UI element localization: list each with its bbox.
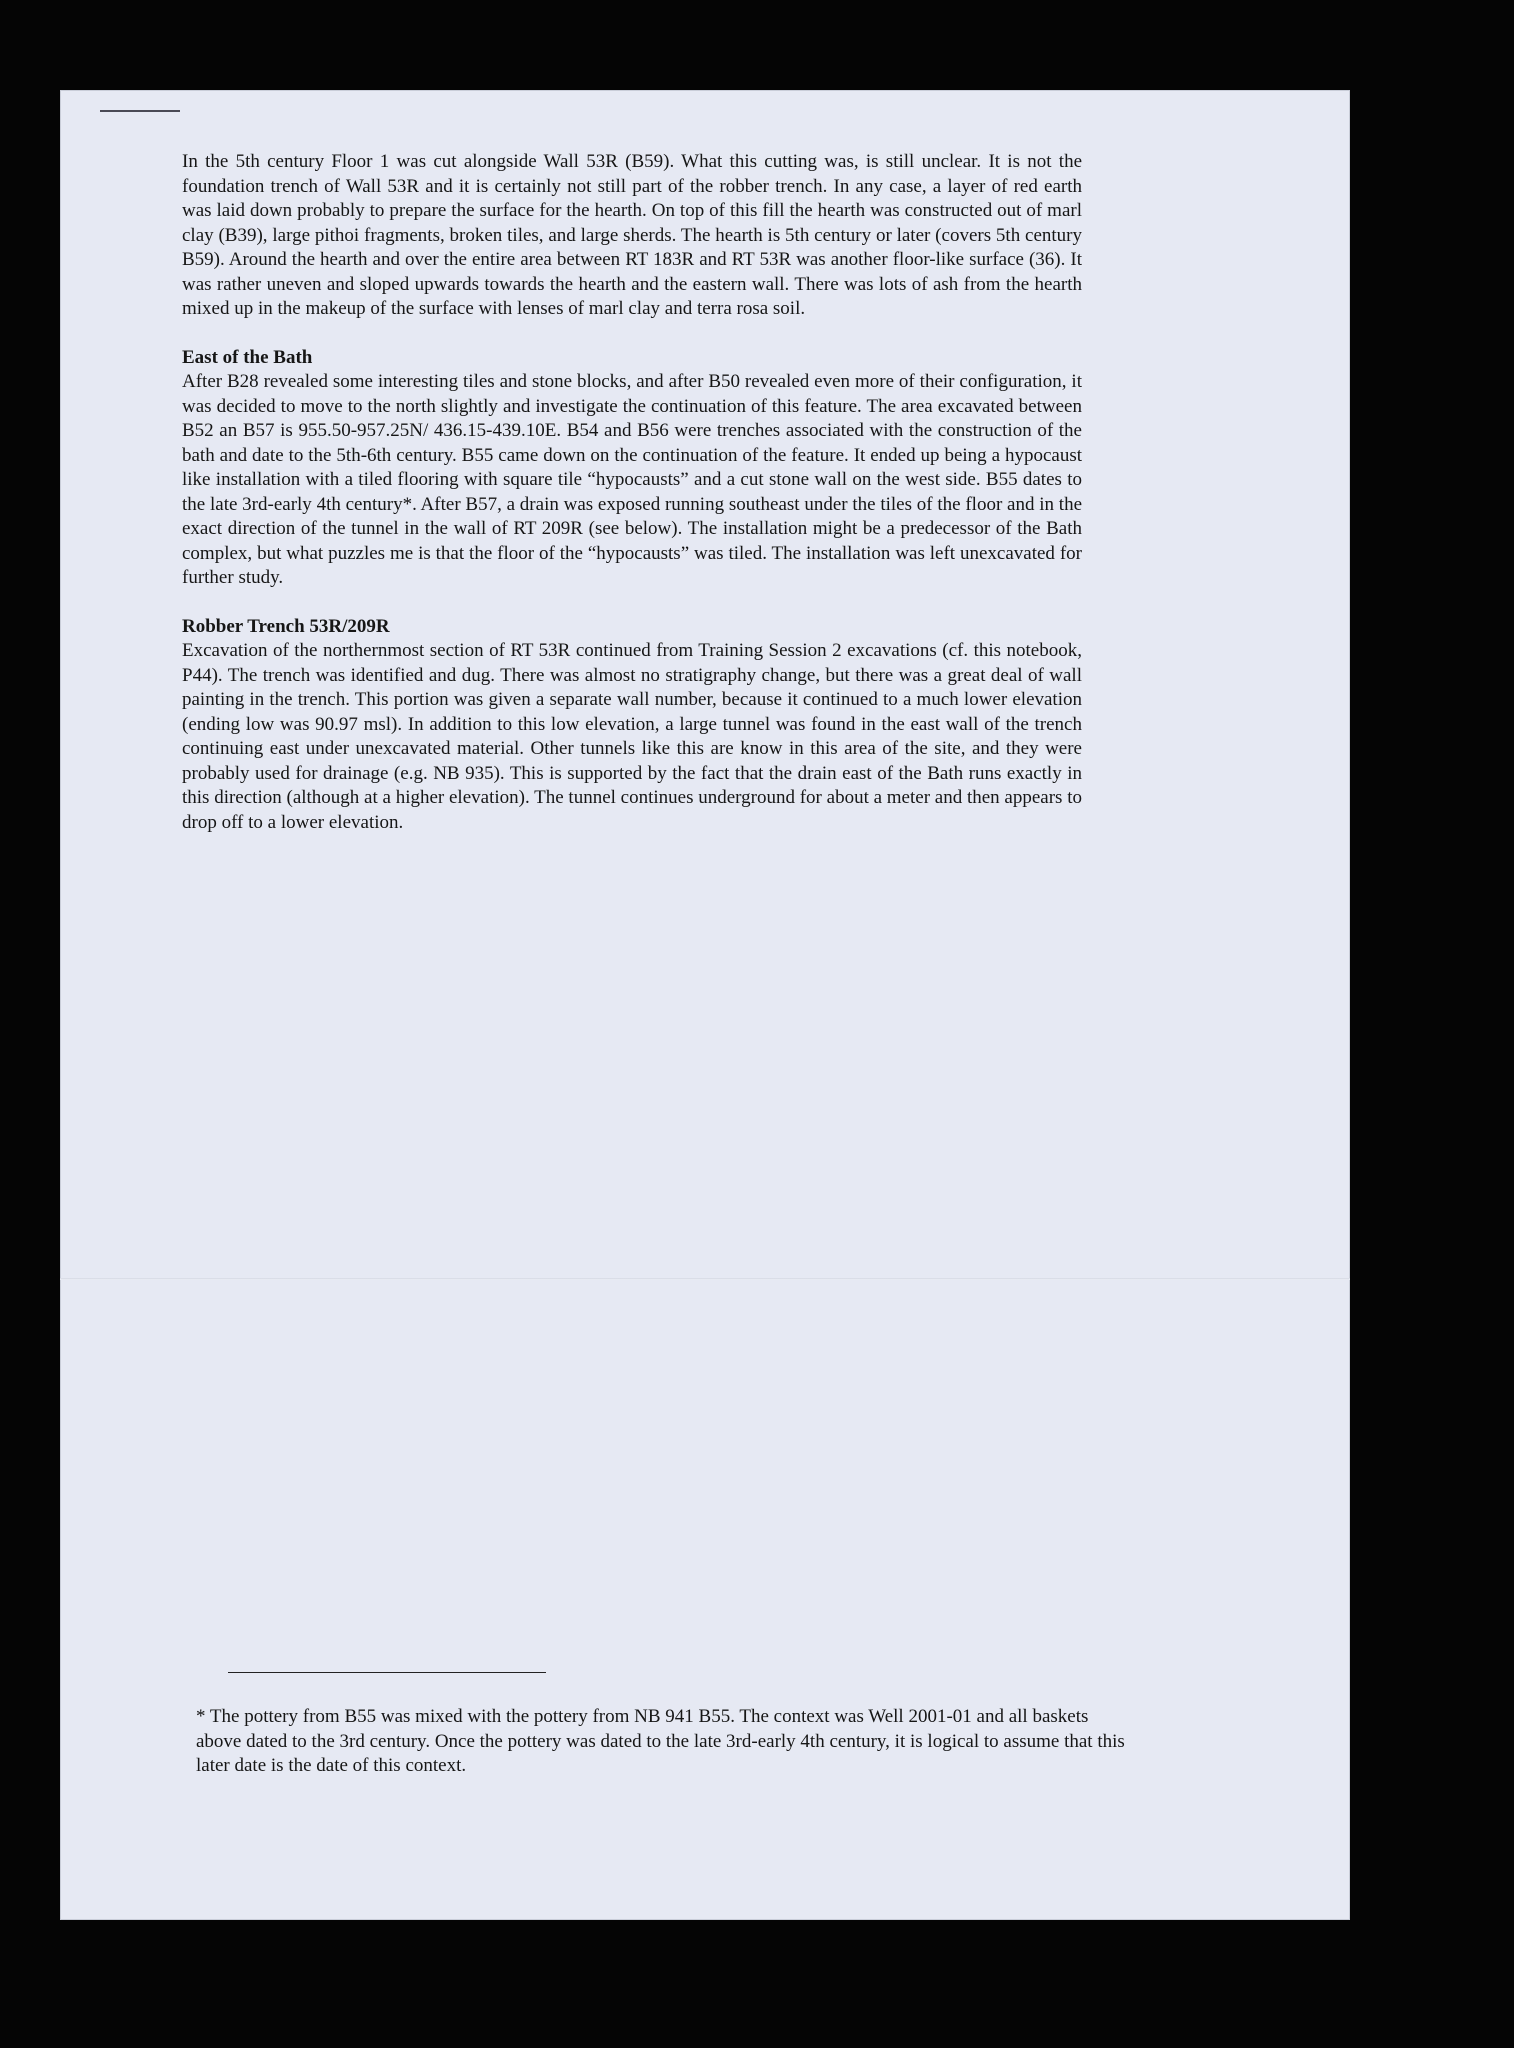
corner-mark <box>100 110 180 128</box>
section-text-robber-trench: Excavation of the northernmost section of RT 53R continued from Training Session 2 excavations (cf. this notebook, P44). The trench was identified and dug. There was almost no stratigraphy change, but there was a great deal of wall painting in the trench. This portion was given a separate wall number, because it continued to a much lower elevation (ending low was 90.97 msl). In addition to this low elevation, a large tunnel was found in the east wall of the trench continuing east under unexcavated material. Other tunnels like this are know in this area of the site, and they were probably used for drainage (e.g. NB 935). This is supported by the fact that the drain east of the Bath runs exactly in this direction (although at a higher elevation). The tunnel continues underground for about a meter and then appears to drop off to a lower elevation. <box>182 640 1082 833</box>
section-text-east-of-bath: After B28 revealed some interesting tiles and stone blocks, and after B50 revealed even more of their configuration, it was decided to move to the north slightly and investigate the continuation of this feature. The area excavated between B52 an B57 is 955.50-957.25N/ 436.15-439.10E. B54 and B56 were trenches associated with the construction of the bath and date to the 5th-6th century. B55 came down on the continuation of the feature. It ended up being a hypocaust like installation with a tiled flooring with square tile “hypocausts” and a cut stone wall on the west side. B55 dates to the late 3rd-early 4th century*. After B57, a drain was exposed running southeast under the tiles of the floor and in the exact direction of the tunnel in the wall of RT 209R (see below). The installation might be a predecessor of the Bath complex, but what puzzles me is that the floor of the “hypocausts” was tiled. The installation was left unexcavated for further study. <box>182 371 1082 588</box>
section-robber-trench <box>182 615 1082 836</box>
paragraph-hearth: In the 5th century Floor 1 was cut alongside Wall 53R (B59). What this cutting was, is still unclear. It is not the foundation trench of Wall 53R and it is certainly not still part of the robber trench. In any case, a layer of red earth was laid down probably to prepare the surface for the hearth. On top of this fill the hearth was constructed out of marl clay (B39), large pithoi fragments, broken tiles, and large sherds. The hearth is 5th century or later (covers 5th century B59). Around the hearth and over the entire area between RT 183R and RT 53R was another floor-like surface (36). It was rather uneven and sloped upwards towards the hearth and the eastern wall. There was lots of ash from the hearth mixed up in the makeup of the surface with lenses of marl clay and terra rosa soil. <box>182 151 1082 319</box>
section-heading-east-of-bath: East of the Bath <box>182 346 313 368</box>
fold-line <box>60 1278 1350 1280</box>
section-east-of-bath <box>182 346 1082 591</box>
footnote-divider <box>228 1672 546 1673</box>
section-heading-robber-trench: Robber Trench 53R/209R <box>182 615 390 637</box>
footnote: * The pottery from B55 was mixed with the pottery from NB 941 B55. The context was Well 2001-01 and all baskets above dated to the 3rd century. Once the pottery was dated to the late 3rd-early 4th century, it is logical to assume that this later date is the date of this context. <box>196 1706 1125 1776</box>
document-body <box>182 150 1082 835</box>
